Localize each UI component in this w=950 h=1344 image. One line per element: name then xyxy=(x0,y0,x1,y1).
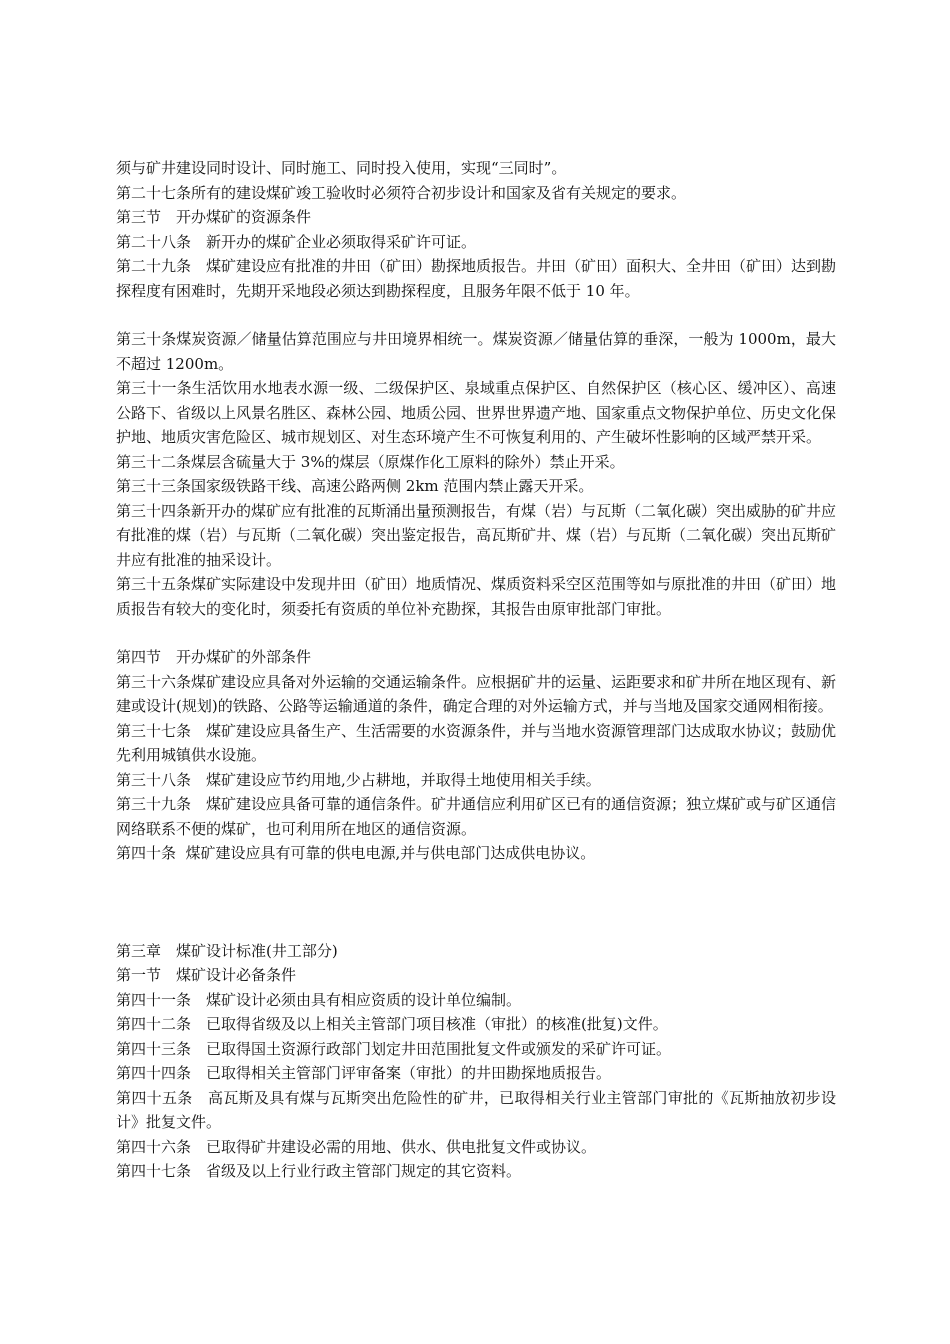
paragraph: 第二十七条所有的建设煤矿竣工验收时必须符合初步设计和国家及省有关规定的要求。 xyxy=(116,183,687,202)
paragraph: 第三十二条煤层含硫量大于 3%的煤层（原煤作化工原料的除外）禁止开采。 xyxy=(116,452,625,471)
paragraph: 第四十六条 已取得矿井建设必需的用地、供水、供电批复文件或协议。 xyxy=(116,1137,597,1156)
section-heading: 第一节 煤矿设计必备条件 xyxy=(116,966,297,984)
section-resource-conditions xyxy=(116,156,836,303)
paragraph: 第四十条 煤矿建设应具有可靠的供电电源,并与供电部门达成供电协议。 xyxy=(116,844,596,862)
paragraph: 第四十五条 高瓦斯及具有煤与瓦斯突出危险性的矿井，已取得相关行业主管部门审批的《瓦斯抽放初步设计》批复文件。 xyxy=(116,1088,836,1131)
paragraph: 第四十二条 已取得省级及以上相关主管部门项目核准（审批）的核准(批复)文件。 xyxy=(116,1015,668,1033)
paragraph-gap xyxy=(116,303,836,327)
section-resource-conditions-cont xyxy=(116,327,836,621)
paragraph: 第四十四条 已取得相关主管部门评审备案（审批）的井田勘探地质报告。 xyxy=(116,1064,612,1082)
paragraph: 第四十一条 煤矿设计必须由具有相应资质的设计单位编制。 xyxy=(116,990,522,1009)
paragraph: 第二十九条 煤矿建设应有批准的井田（矿田）勘探地质报告。井田（矿田）面积大、全井田（矿田）达到勘探程度有困难时，先期开采地段必须达到勘探程度，且服务年限不低于 10 年。 xyxy=(116,257,837,300)
paragraph: 第三十九条 煤矿建设应具备可靠的通信条件。矿井通信应利用矿区已有的通信资源；独立煤矿或与矿区通信网络联系不便的煤矿，也可利用所在地区的通信资源。 xyxy=(116,795,837,838)
paragraph: 第三十四条新开办的煤矿应有批准的瓦斯涌出量预测报告，有煤（岩）与瓦斯（二氧化碳）突出威胁的矿井应有批准的煤（岩）与瓦斯（二氧化碳）突出鉴定报告，高瓦斯矿井、煤（岩）与瓦斯（二氧化碳）突出瓦斯矿井应有批准的抽采设计。 xyxy=(116,501,837,569)
chapter-gap xyxy=(116,866,836,939)
paragraph: 须与矿井建设同时设计、同时施工、同时投入使用，实现“三同时”。 xyxy=(116,159,567,177)
chapter-heading: 第三章 煤矿设计标准(井工部分) xyxy=(116,941,338,960)
paragraph: 第三十一条生活饮用水地表水源一级、二级保护区、泉域重点保护区、自然保护区（核心区、缓冲区）、高速公路下、省级以上风景名胜区、森林公园、地质公园、世界世界遗产地、国家重点文物保护单位、历史文化保护地、地质灾害危险区、城市规划区、对生态环境产生不可恢复利用的、产生破坏性影响的区域严禁开采。 xyxy=(116,379,837,446)
paragraph-gap xyxy=(116,621,836,645)
paragraph: 第三十五条煤矿实际建设中发现井田（矿田）地质情况、煤质资料采空区范围等如与原批准的井田（矿田）地质报告有较大的变化时，须委托有资质的单位补充勘探，其报告由原审批部门审批。 xyxy=(116,575,837,618)
paragraph: 第三十六条煤矿建设应具备对外运输的交通运输条件。应根据矿井的运量、运距要求和矿井所在地区现有、新建或设计(规划)的铁路、公路等运输通道的条件，确定合理的对外运输方式，并与当地及国家交通网相衔接。 xyxy=(116,672,837,715)
paragraph: 第三十条煤炭资源／储量估算范围应与井田境界相统一。煤炭资源／储量估算的垂深，一般为 1000m，最大不超过 1200m。 xyxy=(116,330,836,373)
paragraph: 第二十八条 新开办的煤矿企业必须取得采矿许可证。 xyxy=(116,232,477,251)
section-heading: 第三节 开办煤矿的资源条件 xyxy=(116,208,312,226)
document-body xyxy=(116,156,836,1184)
section-heading: 第四节 开办煤矿的外部条件 xyxy=(116,648,312,666)
section-external-conditions xyxy=(116,645,836,866)
chapter-design-standards xyxy=(116,939,836,1184)
paragraph: 第三十三条国家级铁路干线、高速公路两侧 2km 范围内禁止露天开采。 xyxy=(116,477,594,495)
paragraph: 第四十三条 已取得国土资源行政部门划定井田范围批复文件或颁发的采矿许可证。 xyxy=(116,1039,672,1058)
paragraph: 第三十八条 煤矿建设应节约用地,少占耕地，并取得土地使用相关手续。 xyxy=(116,770,601,789)
paragraph: 第三十七条 煤矿建设应具备生产、生活需要的水资源条件，并与当地水资源管理部门达成取水协议；鼓励优先利用城镇供水设施。 xyxy=(116,721,837,764)
paragraph: 第四十七条 省级及以上行业行政主管部门规定的其它资料。 xyxy=(116,1162,522,1180)
